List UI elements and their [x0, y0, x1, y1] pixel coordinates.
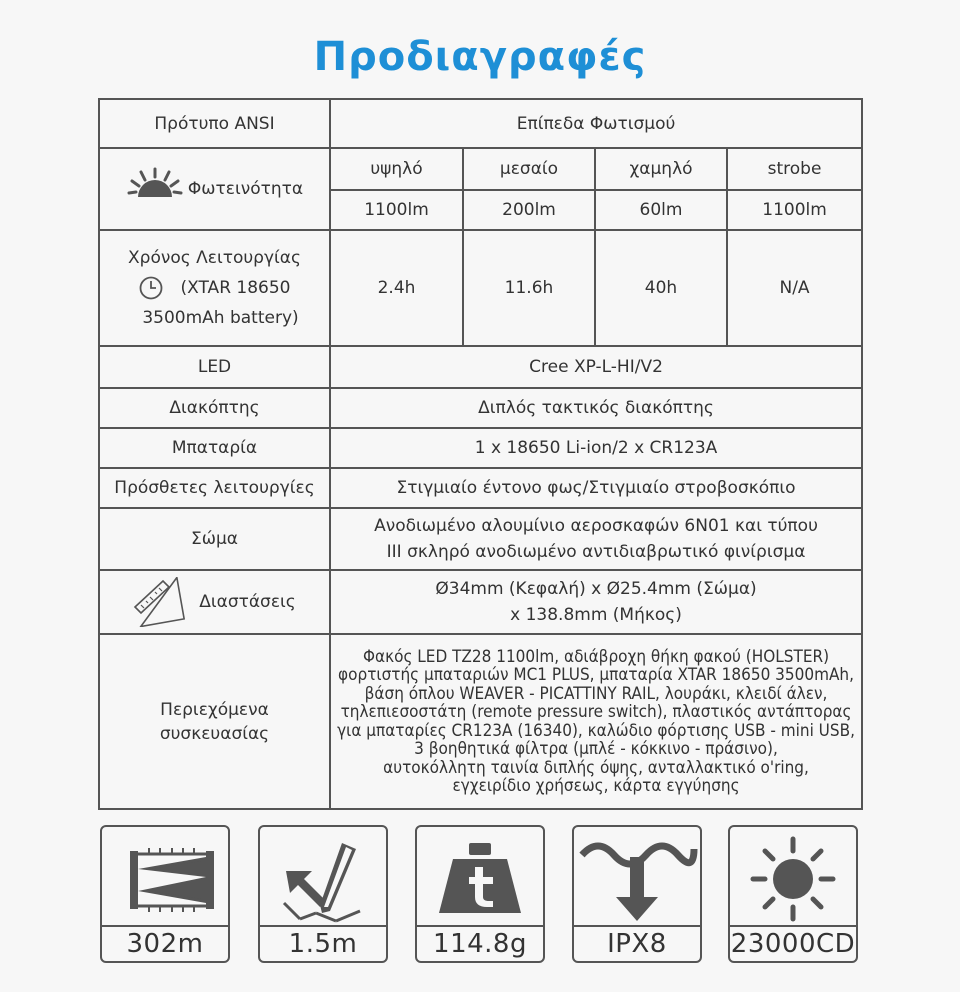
extra-row [99, 468, 862, 508]
feature-waterproof [572, 825, 702, 963]
dimensions-label: Διαστάσεις [199, 592, 296, 612]
extra-label: Πρόσθετες λειτουργίες [99, 468, 330, 508]
package-line: 3 βοηθητικά φίλτρα (μπλέ - κόκκινο - πράσινο), [414, 739, 778, 759]
waterproof-value: IPX8 [574, 925, 700, 961]
led-value: Cree XP-L-HI/V2 [330, 346, 862, 388]
mode-strobe: strobe [727, 148, 862, 190]
brightness-modes-row [99, 148, 862, 190]
runtime-strobe: N/A [727, 230, 862, 346]
dimensions-label-cell [99, 570, 330, 634]
runtime-label-line1: Χρόνος Λειτουργίας [128, 248, 301, 268]
feature-icons [100, 825, 862, 967]
runtime-low: 40h [595, 230, 727, 346]
runtime-medium: 11.6h [463, 230, 595, 346]
runtime-label-line3: 3500mAh battery) [142, 308, 299, 328]
body-label: Σώμα [99, 508, 330, 570]
lumen-medium: 200lm [463, 190, 595, 230]
runtime-high: 2.4h [330, 230, 463, 346]
battery-row [99, 428, 862, 468]
package-line: Φακός LED TZ28 1100lm, αδιάβροχη θήκη φακού (HOLSTER) [362, 646, 830, 667]
clock-icon [139, 276, 163, 300]
intensity-sun-icon [730, 827, 856, 929]
lumen-high: 1100lm [330, 190, 463, 230]
mode-low: χαμηλό [595, 148, 727, 190]
spec-table [98, 98, 863, 810]
brightness-label-cell [99, 148, 330, 230]
sun-rays-icon [126, 167, 184, 201]
body-line2: III σκληρό ανοδιωμένο αντιδιαβρωτικό φινίρισμα [386, 542, 806, 562]
runtime-row [99, 230, 862, 346]
dimensions-row [99, 570, 862, 634]
brightness-label: Φωτεινότητα [187, 179, 304, 199]
dimensions-line2: x 138.8mm (Μήκος) [510, 605, 682, 625]
waterproof-icon [574, 827, 700, 929]
package-label-line2: συσκευασίας [159, 723, 270, 744]
mode-medium: μεσαίο [463, 148, 595, 190]
runtime-label-cell [99, 230, 330, 346]
feature-weight [415, 825, 545, 963]
package-label-cell [99, 634, 330, 809]
lumen-low: 60lm [595, 190, 727, 230]
mode-high: υψηλό [330, 148, 463, 190]
package-line: φορτιστής μπαταριών MC1 PLUS, μπαταρία XTAR 18650 3500mAh, [338, 665, 854, 685]
intensity-value: 23000CD [730, 925, 856, 961]
led-row [99, 346, 862, 388]
ansi-value: Επίπεδα Φωτισμού [330, 99, 862, 148]
ansi-label: Πρότυπο ANSI [99, 99, 330, 148]
package-contents [330, 634, 862, 809]
package-line: εγχειρίδιο χρήσεως, κάρτα εγγύησης [452, 776, 740, 796]
beam-distance-value: 302m [102, 925, 228, 961]
weight-icon [417, 827, 543, 929]
ansi-row [99, 99, 862, 148]
switch-row [99, 388, 862, 428]
switch-value: Διπλός τακτικός διακόπτης [330, 388, 862, 428]
beam-distance-icon [102, 827, 228, 929]
weight-value: 114.8g [417, 925, 543, 961]
package-label-line1: Περιεχόμενα [160, 699, 269, 720]
page-title: Προδιαγραφές [313, 34, 647, 80]
body-row [99, 508, 862, 570]
battery-value: 1 x 18650 Li-ion/2 x CR123A [330, 428, 862, 468]
battery-label: Μπαταρία [99, 428, 330, 468]
dimensions-line1: Ø34mm (Κεφαλή) x Ø25.4mm (Σώμα) [435, 579, 757, 599]
led-label: LED [99, 346, 330, 388]
package-line: για μπαταρίες CR123A (16340), καλώδιο φόρτισης USB - mini USB, [337, 720, 855, 741]
ruler-triangle-icon [133, 577, 185, 627]
dimensions-value [330, 570, 862, 634]
runtime-label-line2: (XTAR 18650 [180, 278, 291, 298]
package-line: τηλεπιεσοστάτη (remote pressure switch), πλαστικός αντάπτορας [340, 702, 852, 722]
body-value [330, 508, 862, 570]
package-line: αυτοκόλλητη ταινία διπλής όψης, ανταλλακτικό o'ring, [383, 757, 809, 778]
extra-value: Στιγμιαίο έντονο φως/Στιγμιαίο στροβοσκόπιο [330, 468, 862, 508]
impact-resistance-value: 1.5m [260, 925, 386, 961]
impact-resistance-icon [260, 827, 386, 929]
body-line1: Ανοδιωμένο αλουμίνιο αεροσκαφών 6N01 και τύπου [374, 516, 818, 536]
feature-beam-distance [100, 825, 230, 963]
feature-impact-resistance [258, 825, 388, 963]
package-row [99, 634, 862, 809]
switch-label: Διακόπτης [99, 388, 330, 428]
lumen-strobe: 1100lm [727, 190, 862, 230]
package-line: βάση όπλου WEAVER - PICATTINY RAIL, λουράκι, κλειδί άλεν, [364, 683, 828, 704]
feature-intensity [728, 825, 858, 963]
